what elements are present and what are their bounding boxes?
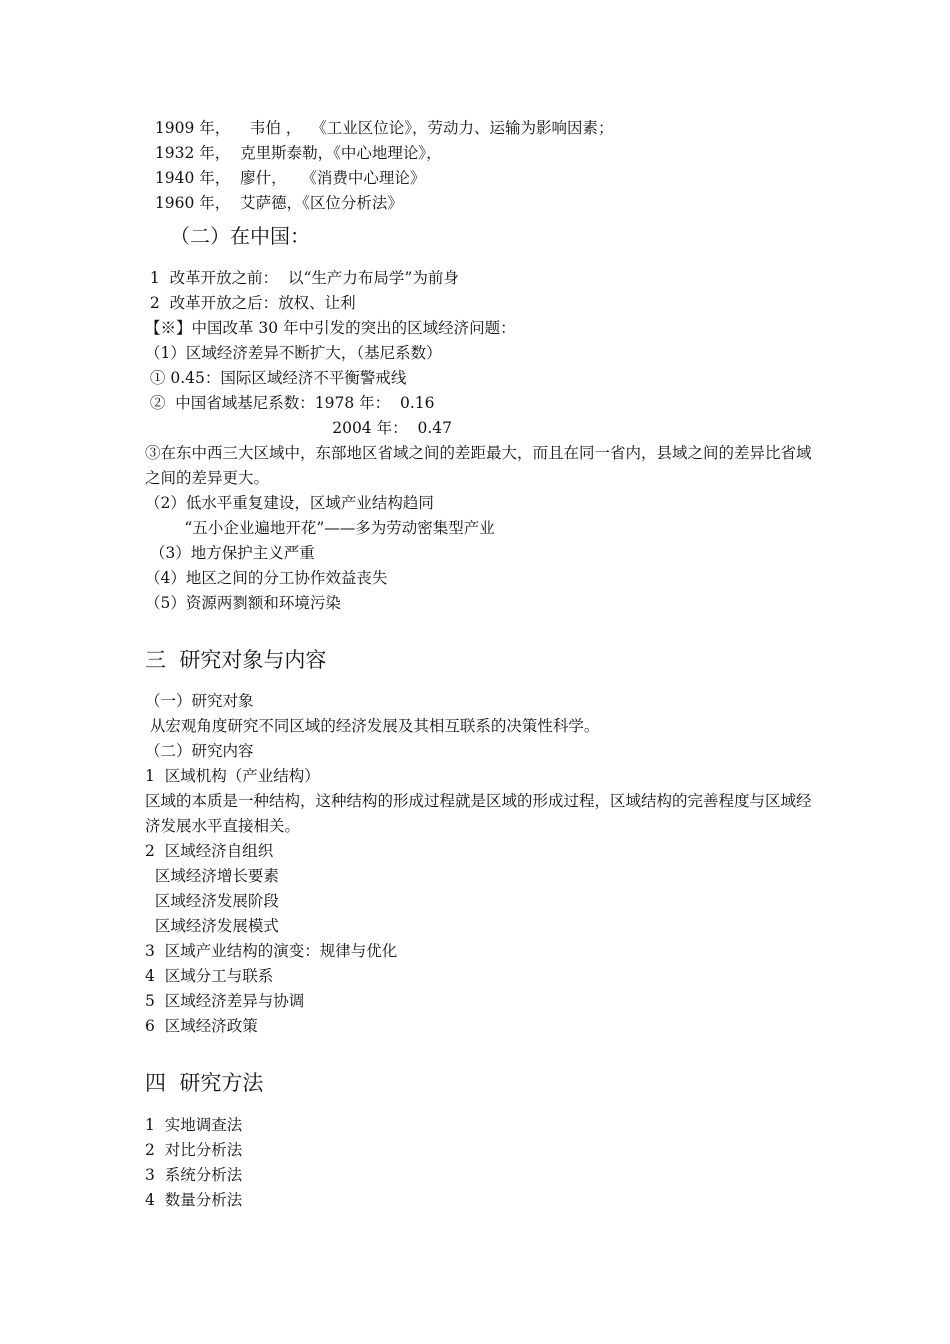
china-line-3: 【※】中国改革 30 年中引发的突出的区域经济问题： (145, 319, 516, 337)
china-line-10: （3）地方保护主义严重 (145, 544, 315, 562)
section3-line-10: 4 区域分工与联系 (145, 967, 274, 985)
china-line-6: ② 中国省域基尼系数：1978 年： 0.16 (145, 394, 435, 412)
section3-line-8: 区域经济发展模式 (145, 917, 279, 935)
history-line-1909: 1909 年， 韦伯 ， 《工业区位论》，劳动力、运输为影响因素； (145, 119, 614, 137)
china-heading: （二）在中国： (170, 224, 310, 248)
method-line-3: 3 系统分析法 (145, 1166, 243, 1184)
method-line-4: 4 数量分析法 (145, 1191, 243, 1209)
section3-line-6: 区域经济增长要素 (145, 867, 279, 885)
history-line-1960: 1960 年， 艾萨德，《区位分析法》 (145, 194, 403, 212)
method-line-1: 1 实地调查法 (145, 1116, 243, 1134)
history-line-1932: 1932 年， 克里斯泰勒，《中心地理论》， (145, 144, 442, 162)
china-line-8: （2）低水平重复建设，区域产业结构趋同 (145, 494, 434, 512)
section3-line-1: （一）研究对象 (145, 692, 254, 710)
china-line-4: （1）区域经济差异不断扩大，（基尼系数） (145, 344, 442, 362)
china-line-11: （4）地区之间的分工协作效益丧失 (145, 569, 388, 587)
section3-line-5: 2 区域经济自组织 (145, 842, 274, 860)
section3-paragraph: 区域的本质是一种结构，这种结构的形成过程就是区域的形成过程，区域结构的完善程度与区域经济发展水平直接相关。 (145, 792, 812, 835)
china-line-2: 2 改革开放之后：放权、让利 (145, 294, 356, 312)
section3-heading: 三 研究对象与内容 (145, 648, 327, 672)
section3-line-12: 6 区域经济政策 (145, 1017, 258, 1035)
china-line-7: 2004 年： 0.47 (145, 419, 452, 437)
china-paragraph: ③在东中西三大区域中，东部地区省域之间的差距最大，而且在同一省内，县域之间的差异比省域之间的差异更大。 (145, 444, 812, 487)
china-line-9: “五小企业遍地开花”——多为劳动密集型产业 (145, 519, 495, 537)
method-line-2: 2 对比分析法 (145, 1141, 243, 1159)
china-line-1: 1 改革开放之前： 以“生产力布局学”为前身 (145, 269, 459, 287)
china-line-5: ① 0.45：国际区域经济不平衡警戒线 (145, 369, 407, 387)
section3-line-9: 3 区域产业结构的演变：规律与优化 (145, 942, 398, 960)
section4-heading: 四 研究方法 (145, 1071, 264, 1095)
section3-line-4: 1 区域机构（产业结构） (145, 767, 320, 785)
china-line-12: （5）资源两剹额和环境污染 (145, 594, 341, 612)
section3-line-11: 5 区域经济差异与协调 (145, 992, 305, 1010)
section3-line-3: （二）研究内容 (145, 742, 254, 760)
history-line-1940: 1940 年， 廖什， 《消费中心理论》 (145, 169, 426, 187)
section3-line-2: 从宏观角度研究不同区域的经济发展及其相互联系的决策性科学。 (145, 717, 600, 735)
section3-line-7: 区域经济发展阶段 (145, 892, 279, 910)
